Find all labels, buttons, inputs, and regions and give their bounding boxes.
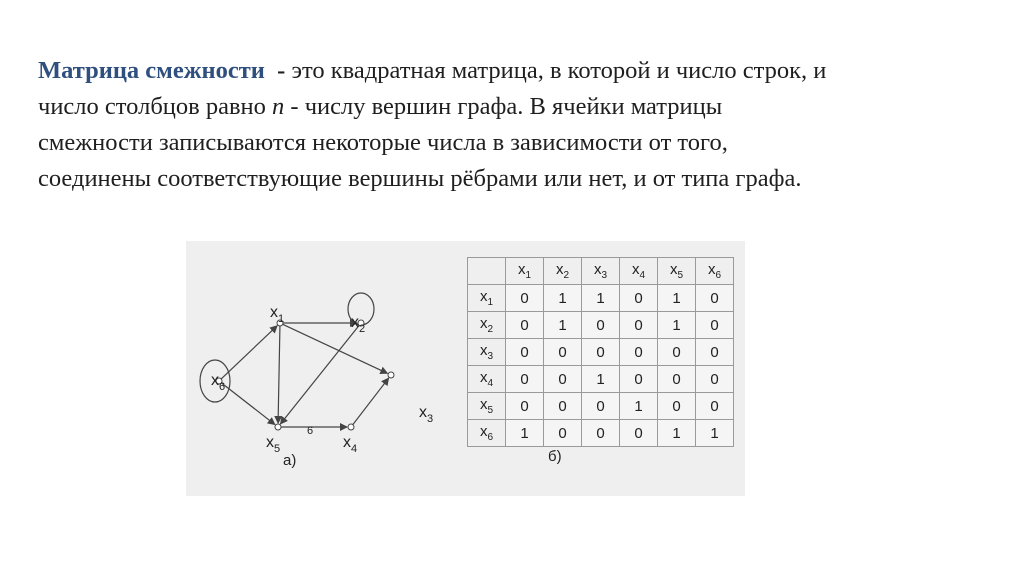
- definition-line-2a: число столбцов равно: [38, 93, 266, 120]
- matrix-cell: 1: [658, 285, 696, 312]
- term-dash: -: [277, 57, 286, 84]
- adjacency-matrix: [467, 257, 734, 447]
- column-subscript: 3: [601, 270, 608, 281]
- row-subscript: 2: [487, 324, 494, 335]
- row-subscript: 1: [487, 297, 494, 308]
- matrix-cell: 0: [582, 393, 620, 420]
- matrix-column-header: $x_5$: [658, 258, 696, 285]
- graph-edge-x1-x3: [283, 324, 388, 373]
- matrix-row-header: $x_3$: [468, 339, 506, 366]
- matrix-cell: 0: [506, 339, 544, 366]
- matrix-cell: 1: [696, 420, 734, 447]
- matrix-cell: 0: [582, 339, 620, 366]
- matrix-cell: 0: [658, 393, 696, 420]
- matrix-row-header: $x_6$: [468, 420, 506, 447]
- matrix-cell: 0: [696, 393, 734, 420]
- matrix-cell: 0: [620, 366, 658, 393]
- matrix-cell: 1: [506, 420, 544, 447]
- vertex-subscript: 1: [278, 313, 285, 325]
- matrix-column-header: $x_3$: [582, 258, 620, 285]
- matrix-row: [468, 366, 734, 393]
- graph-edge-x1-x5: [278, 326, 280, 423]
- definition-line-4: соединены соответствующие вершины рёбрами или нет, и от типа графа.: [38, 165, 802, 192]
- definition-line-2b: - числу вершин графа. В ячейки матрицы: [290, 93, 723, 120]
- matrix-cell: 0: [696, 312, 734, 339]
- vertex-label-x6: $x_6$: [211, 372, 226, 393]
- matrix-cell: 0: [506, 366, 544, 393]
- vertex-label-x3: $x_3$: [419, 404, 434, 425]
- graph-nodes: [216, 320, 394, 430]
- matrix-row-header: $x_4$: [468, 366, 506, 393]
- matrix-cell: 0: [696, 285, 734, 312]
- matrix-cell: 1: [620, 393, 658, 420]
- matrix-caption: б): [548, 448, 562, 465]
- matrix-cell: 0: [544, 339, 582, 366]
- matrix-row: [468, 420, 734, 447]
- matrix-column-header: $x_6$: [696, 258, 734, 285]
- matrix-cell: 0: [544, 366, 582, 393]
- matrix-header-row: [468, 258, 734, 285]
- definition-paragraph: [38, 53, 998, 197]
- matrix-cell: 1: [544, 312, 582, 339]
- vertex-label-x4: $x_4$: [343, 434, 358, 455]
- vertex-label-x1: $x_1$: [270, 304, 285, 325]
- definition-line-1: это квадратная матрица, в которой и число строк, и: [291, 57, 827, 84]
- matrix-row-header: $x_5$: [468, 393, 506, 420]
- graph-labels: [211, 304, 433, 455]
- matrix-cell: 0: [582, 420, 620, 447]
- definition-line-3: смежности записываются некоторые числа в зависимости от того,: [38, 129, 728, 156]
- matrix-cell: 0: [544, 393, 582, 420]
- column-subscript: 2: [563, 270, 570, 281]
- matrix-cell: 0: [620, 420, 658, 447]
- edge-weight-label: 6: [307, 425, 314, 437]
- matrix-cell: 0: [620, 285, 658, 312]
- term-heading: Матрица смежности: [38, 57, 265, 84]
- matrix-row: [468, 339, 734, 366]
- matrix-row: [468, 312, 734, 339]
- matrix-cell: 1: [582, 366, 620, 393]
- graph-edge-x4-x3: [353, 378, 389, 424]
- matrix-cell: 0: [506, 312, 544, 339]
- n-variable: n: [272, 93, 285, 120]
- matrix-row: [468, 393, 734, 420]
- matrix-row-header: $x_2$: [468, 312, 506, 339]
- vertex-subscript: 6: [219, 381, 226, 393]
- vertex-label-x2: $x_2$: [351, 314, 366, 335]
- vertex-subscript: 3: [427, 413, 434, 425]
- column-subscript: 5: [677, 270, 684, 281]
- row-subscript: 6: [487, 432, 494, 443]
- row-subscript: 5: [487, 405, 494, 416]
- matrix-cell: 0: [658, 366, 696, 393]
- column-subscript: 1: [525, 270, 532, 281]
- vertex-subscript: 5: [274, 443, 281, 455]
- matrix-cell: 0: [696, 339, 734, 366]
- vertex-label-x5: $x_5$: [266, 434, 281, 455]
- graph-vertex-x5: [275, 424, 281, 430]
- row-subscript: 4: [487, 378, 494, 389]
- matrix-cell: 0: [506, 393, 544, 420]
- matrix-row: [468, 285, 734, 312]
- column-subscript: 4: [639, 270, 646, 281]
- matrix-cell: 1: [544, 285, 582, 312]
- matrix-column-header: $x_2$: [544, 258, 582, 285]
- matrix-cell: 0: [658, 339, 696, 366]
- matrix-cell: 0: [544, 420, 582, 447]
- graph-vertex-x4: [348, 424, 354, 430]
- matrix-cell: 0: [696, 366, 734, 393]
- vertex-subscript: 2: [359, 323, 366, 335]
- matrix-cell: 0: [582, 312, 620, 339]
- graph-edges: [200, 293, 389, 427]
- matrix-column-header: $x_1$: [506, 258, 544, 285]
- matrix-cell: 0: [620, 312, 658, 339]
- graph-edge-x6-x1: [221, 326, 277, 379]
- figure-panel: [186, 241, 745, 496]
- column-subscript: 6: [715, 270, 722, 281]
- matrix-cell: 0: [620, 339, 658, 366]
- matrix-cell: 0: [506, 285, 544, 312]
- row-subscript: 3: [487, 351, 494, 362]
- matrix-cell: 1: [658, 312, 696, 339]
- graph-edge-x2-x5: [280, 325, 359, 424]
- matrix-cell: 1: [658, 420, 696, 447]
- matrix-column-header: $x_4$: [620, 258, 658, 285]
- vertex-subscript: 4: [351, 443, 358, 455]
- matrix-cell: 1: [582, 285, 620, 312]
- graph-vertex-x3: [388, 372, 394, 378]
- matrix-row-header: $x_1$: [468, 285, 506, 312]
- graph-caption: а): [283, 452, 297, 469]
- matrix-corner-cell: [468, 258, 506, 285]
